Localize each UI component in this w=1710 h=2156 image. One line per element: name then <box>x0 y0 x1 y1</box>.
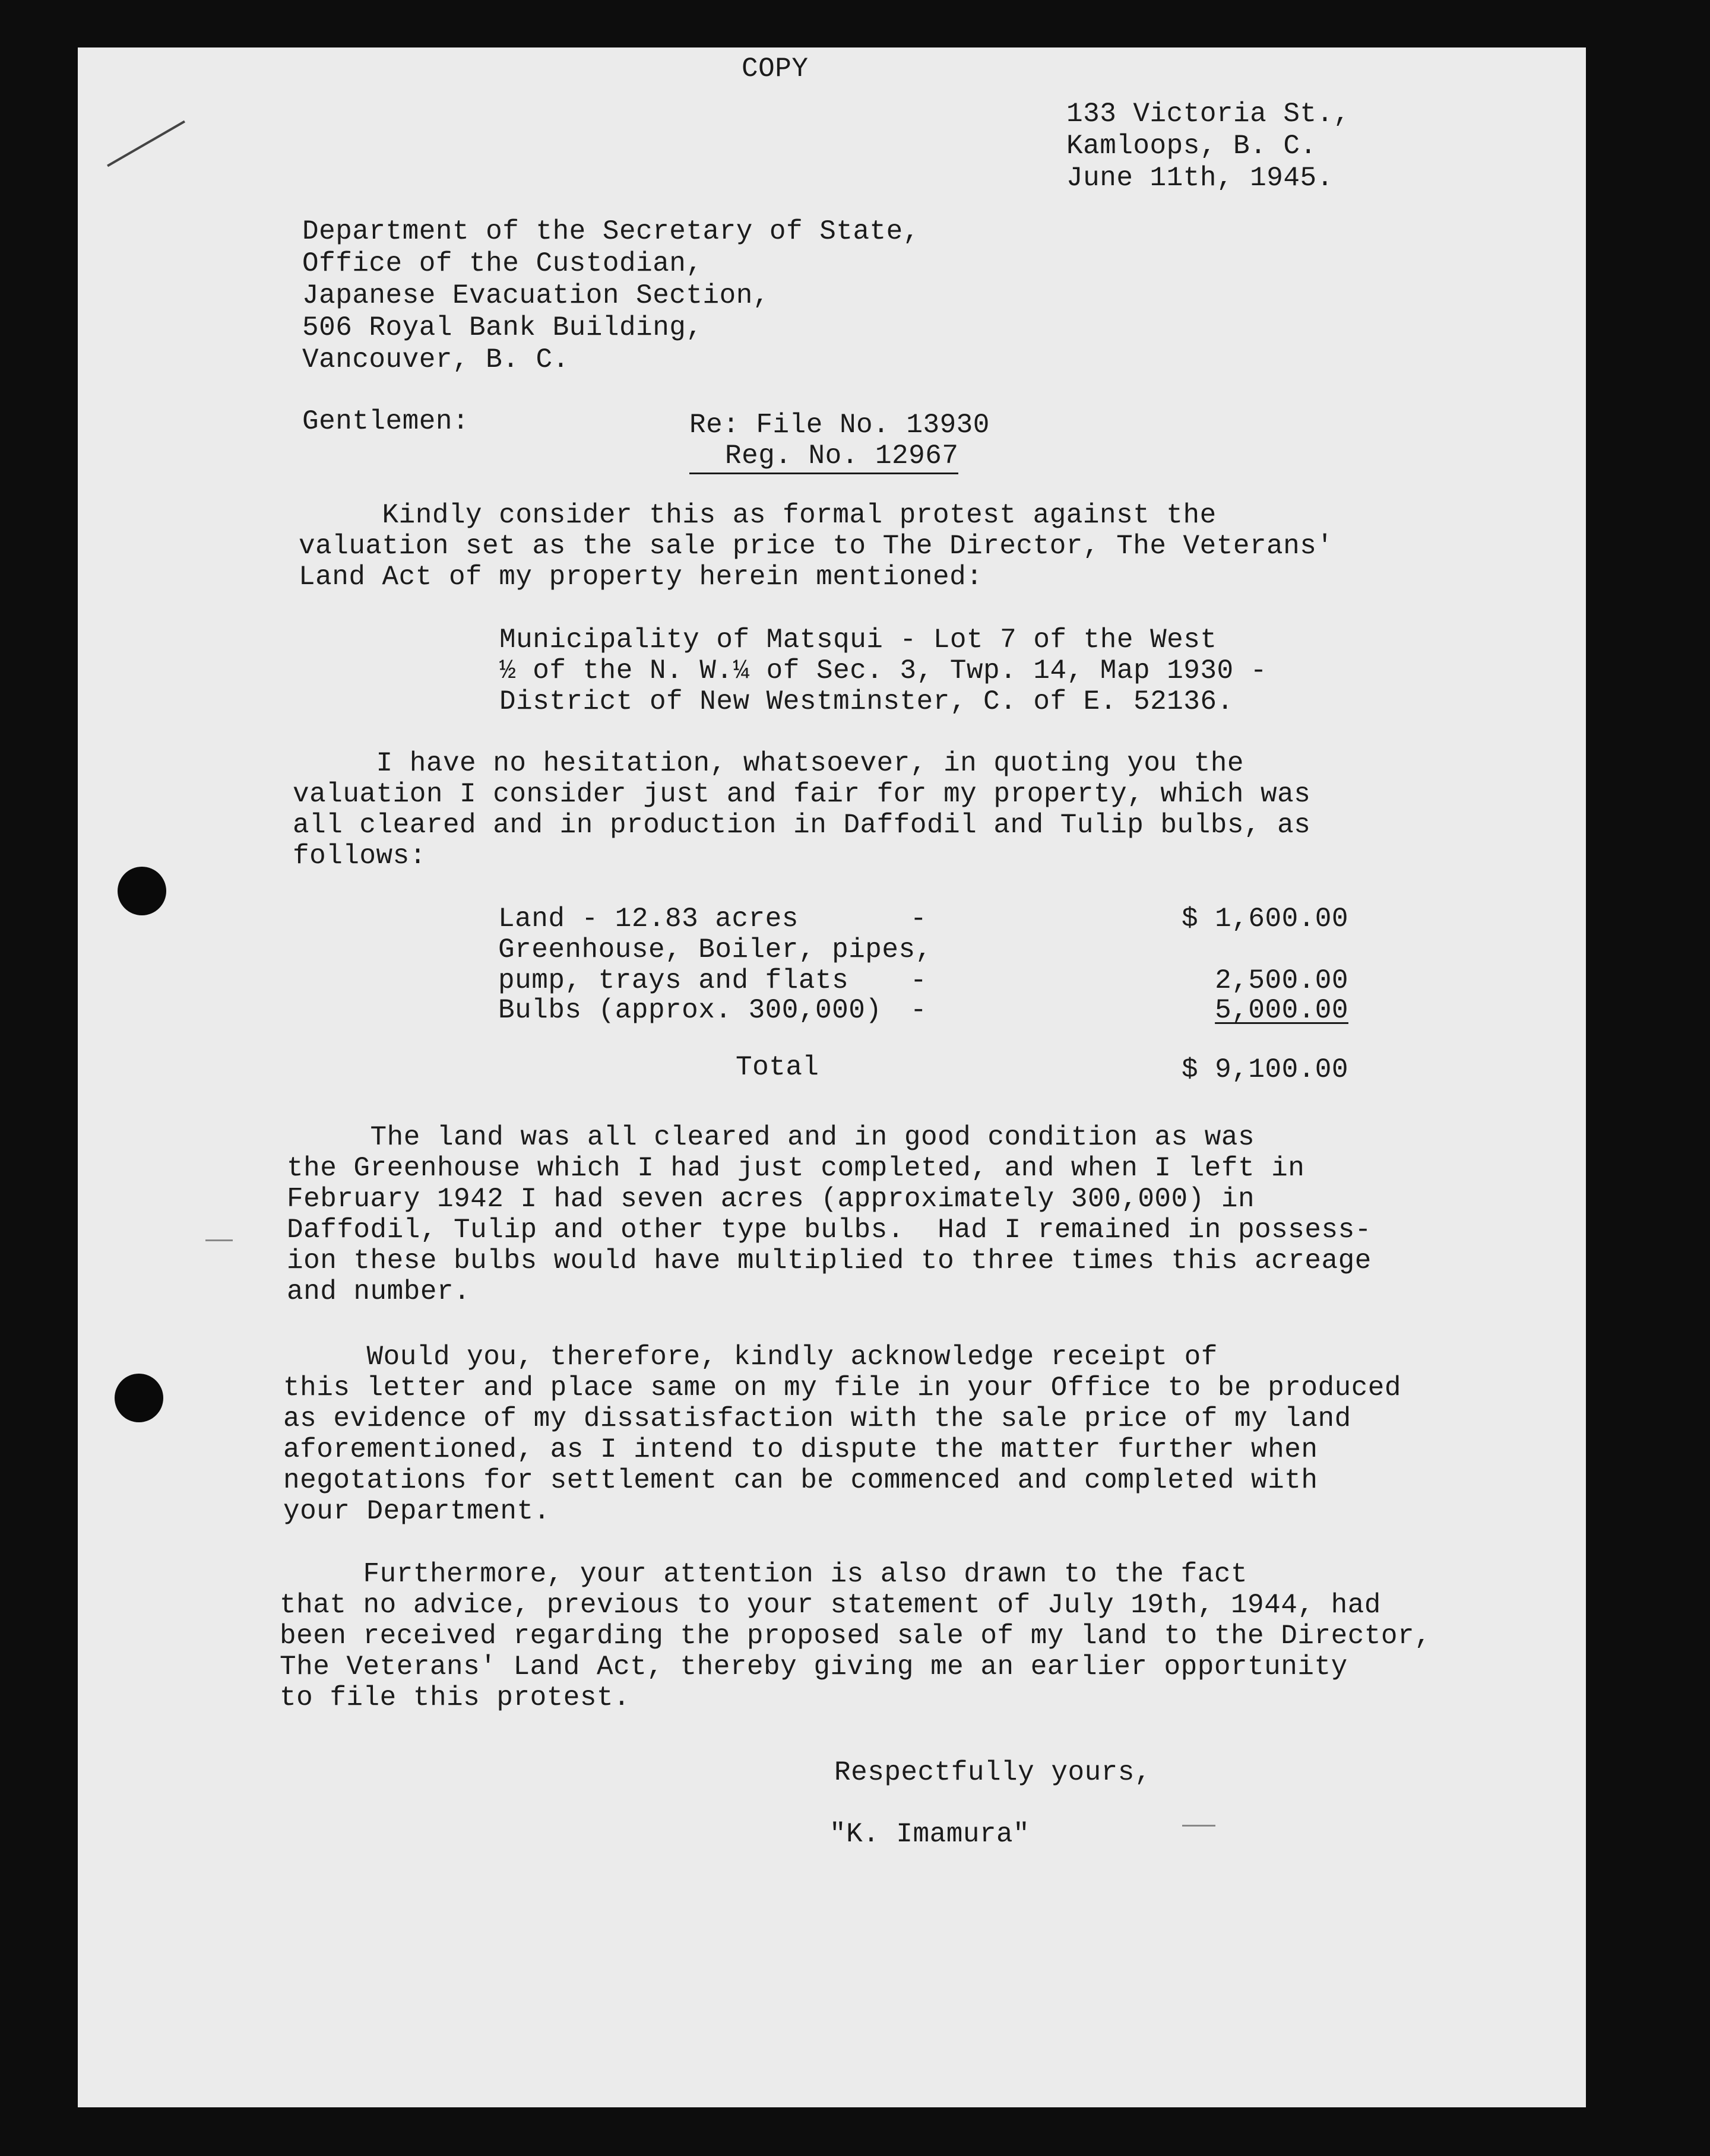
paragraph-line: February 1942 I had seven acres (approximately 300,000) in <box>287 1184 1255 1215</box>
valuation-item-label: Bulbs (approx. 300,000) <box>498 995 882 1026</box>
valuation-item-label: pump, trays and flats <box>498 965 849 996</box>
recipient-line: Department of the Secretary of State, <box>302 216 920 247</box>
paragraph-line: this letter and place same on my file in your Office to be produced <box>283 1372 1402 1403</box>
property-line: ½ of the N. W.¼ of Sec. 3, Twp. 14, Map 1930 - <box>499 655 1267 686</box>
paragraph-line: The Veterans' Land Act, thereby giving me an earlier opportunity <box>280 1651 1348 1682</box>
paragraph-line: Daffodil, Tulip and other type bulbs. Had I remained in possess- <box>287 1215 1372 1245</box>
valuation-item-dash: - <box>910 995 927 1026</box>
paragraph-line: aforementioned, as I intend to dispute the matter further when <box>283 1434 1318 1465</box>
paragraph-line: I have no hesitation, whatsoever, in quoting you the <box>293 748 1244 779</box>
paragraph-line: Would you, therefore, kindly acknowledge receipt of <box>283 1342 1218 1372</box>
valuation-item-amount: 5,000.00 <box>1215 995 1348 1026</box>
paragraph-line: valuation set as the sale price to The Director, The Veterans' <box>299 531 1334 562</box>
paragraph-line: all cleared and in production in Daffodil and Tulip bulbs, as <box>293 810 1311 841</box>
paragraph-line: your Department. <box>283 1496 550 1527</box>
valuation-total-amount: $ 9,100.00 <box>1181 1054 1348 1085</box>
valuation-item-label: Greenhouse, Boiler, pipes, <box>498 934 932 965</box>
valuation-item-label: Land - 12.83 acres <box>498 903 799 934</box>
letter-date: June 11th, 1945. <box>1066 163 1334 194</box>
sender-street: 133 Victoria St., <box>1066 99 1350 129</box>
valuation-item-amount: 2,500.00 <box>1215 965 1348 996</box>
paragraph-line: valuation I consider just and fair for my property, which was <box>293 779 1311 810</box>
recipient-line: Japanese Evacuation Section, <box>302 280 770 311</box>
paragraph-line: negotations for settlement can be commenced and completed with <box>283 1465 1318 1496</box>
paragraph-line: ion these bulbs would have multiplied to three times this acreage <box>287 1245 1372 1276</box>
paragraph-line: to file this protest. <box>280 1682 631 1713</box>
valuation-item-dash: - <box>910 903 927 934</box>
closing: Respectfully yours, <box>834 1757 1151 1788</box>
recipient-line: Vancouver, B. C. <box>302 344 569 375</box>
punch-hole <box>115 1374 163 1422</box>
paragraph-line: follows: <box>293 841 426 871</box>
paragraph-line: Kindly consider this as formal protest against the <box>299 500 1217 531</box>
paragraph-line: been received regarding the proposed sale of my land to the Director, <box>280 1621 1432 1651</box>
property-line: District of New Westminster, C. of E. 52136. <box>499 686 1234 717</box>
property-line: Municipality of Matsqui - Lot 7 of the West <box>499 624 1217 655</box>
signature: "K. Imamura" <box>829 1819 1030 1850</box>
salutation: Gentlemen: <box>302 406 470 437</box>
paragraph-line: as evidence of my dissatisfaction with the sale price of my land <box>283 1403 1351 1434</box>
recipient-line: Office of the Custodian, <box>302 248 703 279</box>
paragraph-line: The land was all cleared and in good condition as was <box>287 1122 1255 1153</box>
copy-label: COPY <box>742 53 809 84</box>
pen-mark <box>107 121 185 167</box>
stray-mark <box>205 1239 233 1241</box>
paragraph-line: Land Act of my property herein mentioned: <box>299 562 983 592</box>
valuation-total-label: Total <box>736 1052 819 1083</box>
stray-mark <box>1182 1825 1215 1827</box>
punch-hole <box>118 867 166 915</box>
sender-city: Kamloops, B. C. <box>1066 131 1317 161</box>
paragraph-line: Furthermore, your attention is also drawn to the fact <box>280 1559 1248 1590</box>
reference-file: Re: File No. 13930 <box>689 410 990 440</box>
valuation-item-amount: $ 1,600.00 <box>1181 903 1348 934</box>
paragraph-line: that no advice, previous to your statement of July 19th, 1944, had <box>280 1590 1381 1621</box>
paragraph-line: the Greenhouse which I had just completed, and when I left in <box>287 1153 1305 1184</box>
valuation-item-dash: - <box>910 965 927 996</box>
reference-reg: Reg. No. 12967 <box>689 440 958 474</box>
paragraph-line: and number. <box>287 1276 471 1307</box>
letter-page <box>78 47 1586 2107</box>
recipient-line: 506 Royal Bank Building, <box>302 312 703 343</box>
